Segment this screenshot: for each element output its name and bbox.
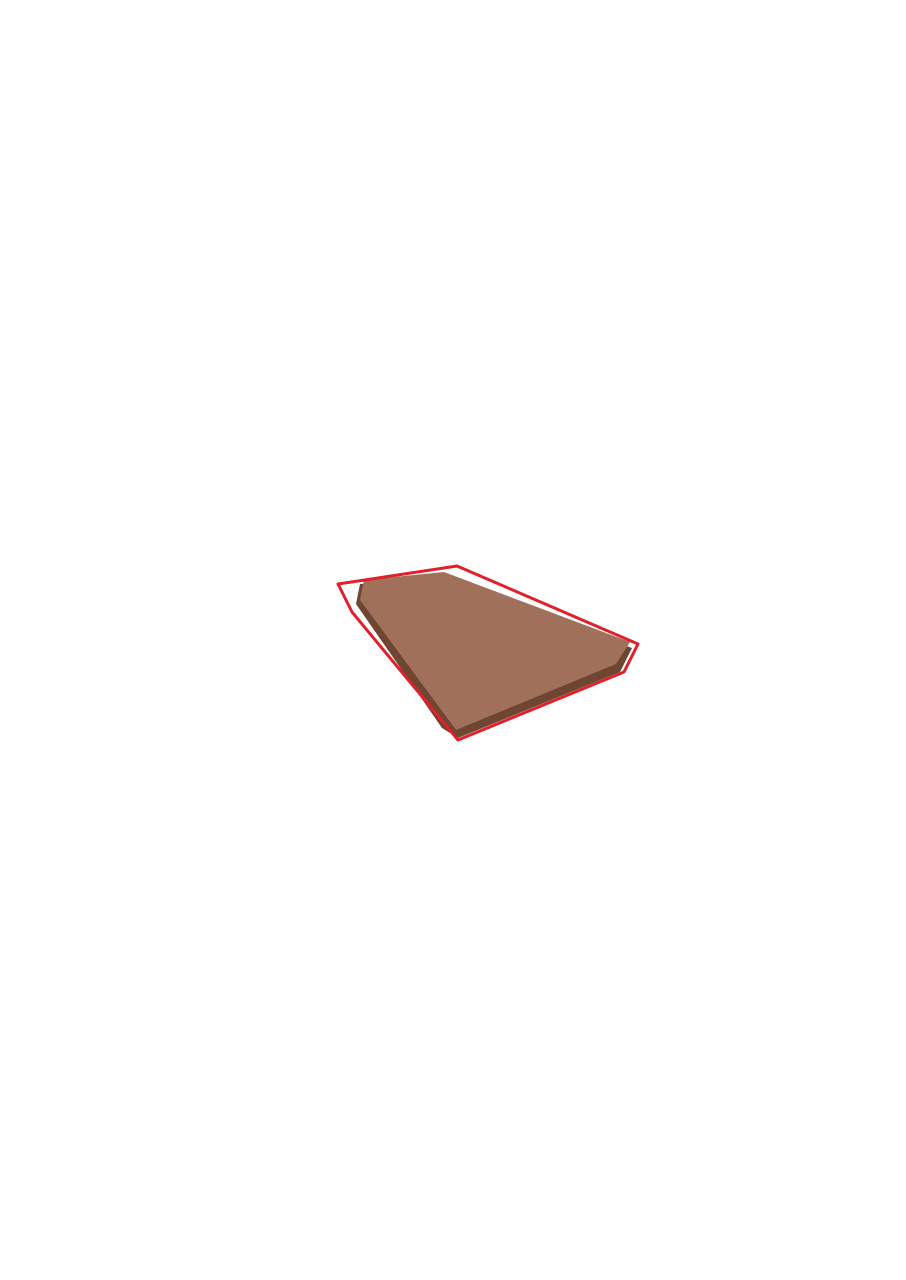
figure-aoi-chocolate — [330, 560, 650, 750]
chocolate-bar-image — [330, 560, 650, 750]
chocolate-bar-top — [360, 572, 630, 730]
